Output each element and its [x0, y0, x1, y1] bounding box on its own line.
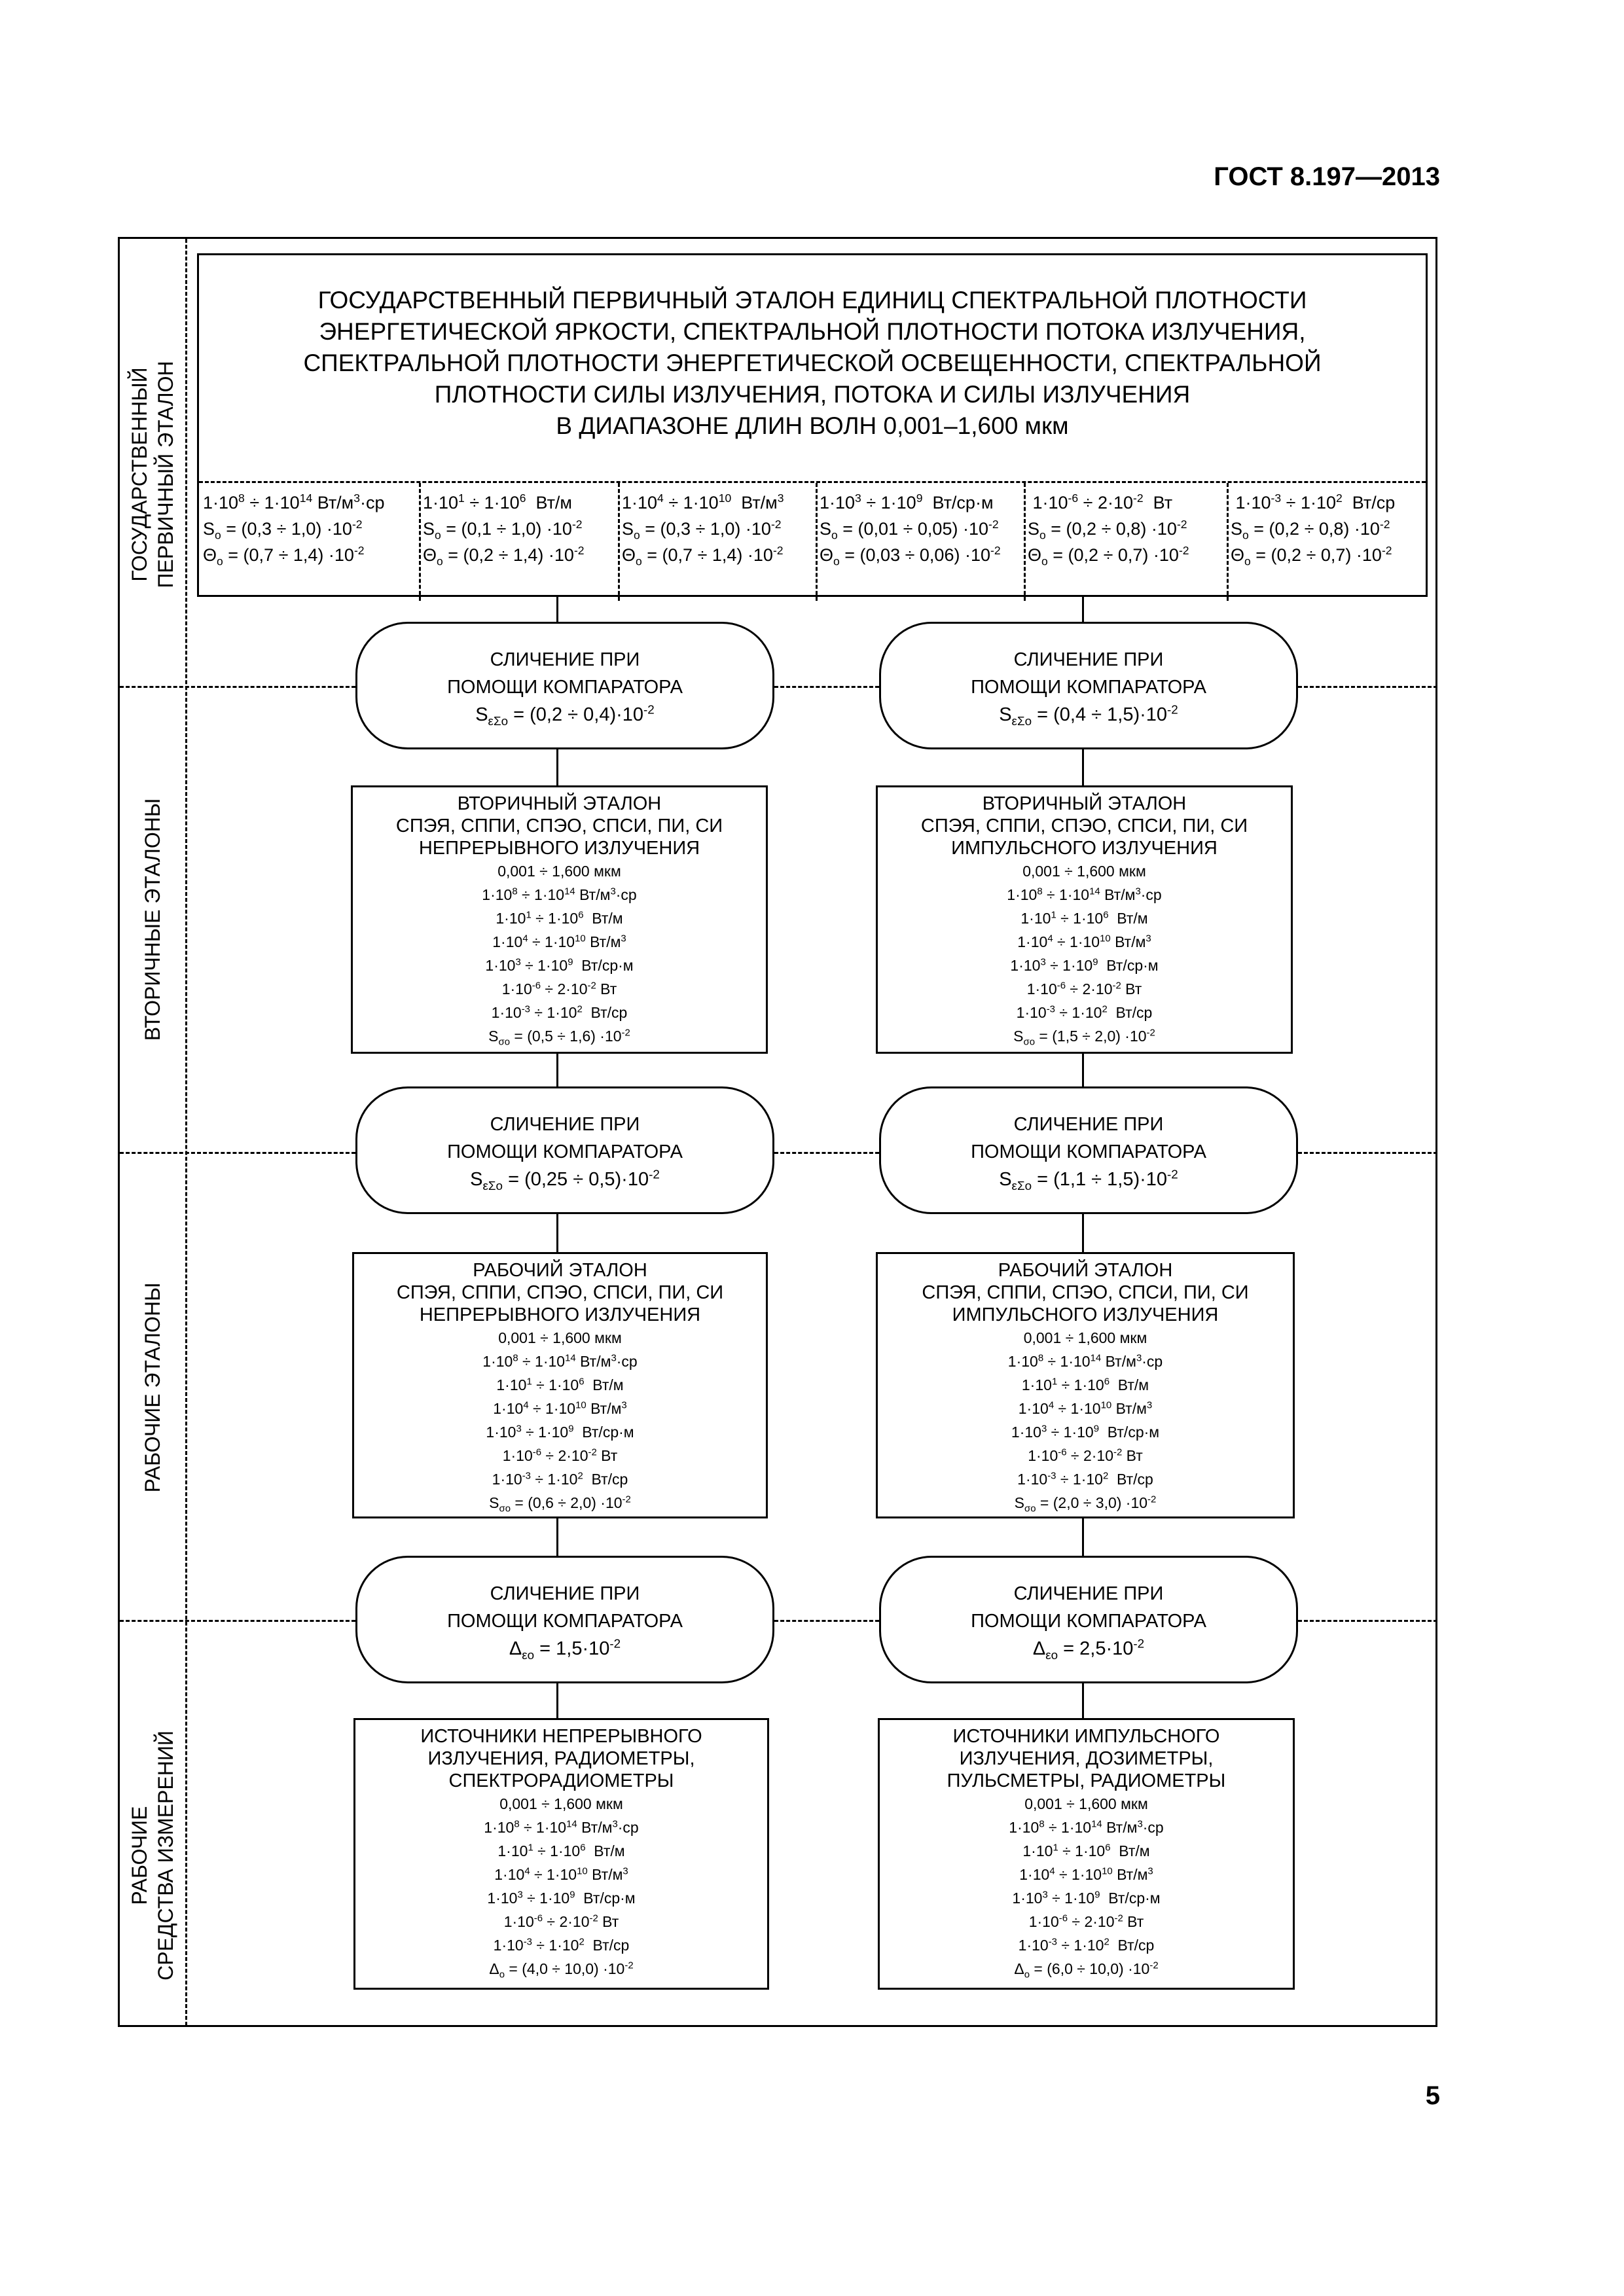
primary-standard-ranges [199, 481, 1426, 601]
range-cell: $1\cdot 10^{-3} \div 1\cdot 10^2$ Вт/ср $S_o = (0,2 \div 0,8) \cdot 10^{-2}$ $\Theta_o = (0,2 \div 0,7) \cdot 10^{-2}$ [1231, 492, 1396, 568]
label-column-divider [185, 239, 187, 2026]
hierarchy-frame [118, 237, 1437, 2027]
primary-standard-title: ГОСУДАРСТВЕННЫЙ ПЕРВИЧНЫЙ ЭТАЛОН ЕДИНИЦ СПЕКТРАЛЬНОЙ ПЛОТНОСТИ ЭНЕРГЕТИЧЕСКОЙ ЯРКОСТИ, СПЕКТРАЛЬНОЙ ПЛОТНОСТИ ПОТОКА ИЗЛУЧЕНИЯ, СПЕКТРАЛЬНОЙ ПЛОТНОСТИ ЭНЕРГЕТИЧЕСКОЙ ОСВЕЩЕННОСТИ, СПЕКТРАЛЬНОЙ ПЛОТНОСТИ СИЛЫ ИЗЛУЧЕНИЯ, ПОТОКА И СИЛЫ ИЗЛУЧЕНИЯ В ДИАПАЗОНЕ ДЛИН ВОЛН 0,001–1,600 мкм [303, 287, 1322, 439]
secondary-standard-pulsed: ВТОРИЧНЫЙ ЭТАЛОН СПЭЯ, СППИ, СПЭО, СПСИ, ПИ, СИ ИМПУЛЬСНОГО ИЗЛУЧЕНИЯ 0,001 ÷ 1,600 мкм $1\cdot 10^8 \div 1\cdot 10^{14}$ $Вт/м^3\cdot ср$ $1\cdot 10^1 \div 1\cdot 10^6$ Вт/м $1\cdot 10^4 \div 1\cdot 10^{10}$ $Вт/м^3$ $1\cdot 10^3 \div 1\cdot 10^9$ Вт/ср·м $1\cdot 10^{-6} \div 2\cdot 10^{-2}$ Вт $1\cdot 10^{-3} \div 1\cdot 10^2$ Вт/ср $S_{\sigma o} = (1,5 \div 2,0) \cdot 10^{-2}$ [876, 785, 1293, 1054]
section-divider [120, 1620, 355, 1622]
comparison-node: СЛИЧЕНИЕ ПРИ ПОМОЩИ КОМПАРАТОРА $\Delta_{\varepsilon o} = 2,5\cdot 10^{-2}$ [879, 1556, 1298, 1683]
range-cell: $1\cdot 10^3 \div 1\cdot 10^9$ Вт/ср·м $S_o = (0,01 \div 0,05) \cdot 10^{-2}$ $\Theta_o = (0,03 \div 0,06) \cdot 10^{-2}$ [820, 492, 1001, 568]
comparison-node: СЛИЧЕНИЕ ПРИ ПОМОЩИ КОМПАРАТОРА $\Delta_{\varepsilon o} = 1,5\cdot 10^{-2}$ [355, 1556, 774, 1683]
section-divider [120, 686, 355, 688]
page-number: 5 [1425, 2081, 1440, 2110]
comparison-node: СЛИЧЕНИЕ ПРИ ПОМОЩИ КОМПАРАТОРА $S_{\varepsilon\Sigma o} = (1,1 \div 1,5)\cdot 10^{-2}$ [879, 1086, 1298, 1214]
section-divider [774, 686, 879, 688]
range-cell: $1\cdot 10^{-6} \div 2\cdot 10^{-2}$ Вт $S_o = (0,2 \div 0,8) \cdot 10^{-2}$ $\Theta_o = (0,2 \div 0,7) \cdot 10^{-2}$ [1028, 492, 1189, 568]
instruments-pulsed: ИСТОЧНИКИ ИМПУЛЬСНОГО ИЗЛУЧЕНИЯ, ДОЗИМЕТРЫ, ПУЛЬСМЕТРЫ, РАДИОМЕТРЫ 0,001 ÷ 1,600 мкм $1\cdot 10^8 \div 1\cdot 10^{14}$ $Вт/м^3\cdot ср$ $1\cdot 10^1 \div 1\cdot 10^6$ Вт/м $1\cdot 10^4 \div 1\cdot 10^{10}$ $Вт/м^3$ $1\cdot 10^3 \div 1\cdot 10^9$ Вт/ср·м $1\cdot 10^{-6} \div 2\cdot 10^{-2}$ Вт $1\cdot 10^{-3} \div 1\cdot 10^2$ Вт/ср $\Delta_o = (6,0 \div 10,0) \cdot 10^{-2}$ [878, 1718, 1295, 1990]
working-standard-pulsed: РАБОЧИЙ ЭТАЛОН СПЭЯ, СППИ, СПЭО, СПСИ, ПИ, СИ ИМПУЛЬСНОГО ИЗЛУЧЕНИЯ 0,001 ÷ 1,600 мкм $1\cdot 10^8 \div 1\cdot 10^{14}$ $Вт/м^3\cdot ср$ $1\cdot 10^1 \div 1\cdot 10^6$ Вт/м $1\cdot 10^4 \div 1\cdot 10^{10}$ $Вт/м^3$ $1\cdot 10^3 \div 1\cdot 10^9$ Вт/ср·м $1\cdot 10^{-6} \div 2\cdot 10^{-2}$ Вт $1\cdot 10^{-3} \div 1\cdot 10^2$ Вт/ср $S_{\sigma o} = (2,0 \div 3,0) \cdot 10^{-2}$ [876, 1252, 1295, 1518]
range-cell: $1\cdot 10^1 \div 1\cdot 10^6$ Вт/м $S_o = (0,1 \div 1,0) \cdot 10^{-2}$ $\Theta_o = (0,2 \div 1,4) \cdot 10^{-2}$ [423, 492, 585, 568]
range-cell: $1\cdot 10^8 \div 1\cdot 10^{14}$ $Вт/м^3\cdot ср$ $S_o = (0,3 \div 1,0) \cdot 10^{-2}$ $\Theta_o = (0,7 \div 1,4) \cdot 10^{-2}$ [203, 492, 385, 568]
range-cell: $1\cdot 10^4 \div 1\cdot 10^{10}$ $Вт/м^3$ $S_o = (0,3 \div 1,0) \cdot 10^{-2}$ $\Theta_o = (0,7 \div 1,4) \cdot 10^{-2}$ [622, 492, 784, 568]
section-label-working: РАБОЧИЕ ЭТАЛОНЫ [141, 1282, 164, 1493]
section-divider [1298, 686, 1437, 688]
section-label-primary: ГОСУДАРСТВЕННЫЙ ПЕРВИЧНЫЙ ЭТАЛОН [128, 361, 177, 588]
section-divider [1298, 1620, 1437, 1622]
comparison-node: СЛИЧЕНИЕ ПРИ ПОМОЩИ КОМПАРАТОРА $S_{\varepsilon\Sigma o} = (0,25 \div 0,5)\cdot 10^{-2}$ [355, 1086, 774, 1214]
section-divider [120, 1152, 355, 1154]
section-divider [1298, 1152, 1437, 1154]
comparison-node: СЛИЧЕНИЕ ПРИ ПОМОЩИ КОМПАРАТОРА $S_{\varepsilon\Sigma o} = (0,2 \div 0,4)\cdot 10^{-2}$ [355, 622, 774, 749]
document-header: ГОСТ 8.197—2013 [1214, 162, 1440, 191]
primary-standard-box [197, 253, 1428, 597]
working-standard-continuous: РАБОЧИЙ ЭТАЛОН СПЭЯ, СППИ, СПЭО, СПСИ, ПИ, СИ НЕПРЕРЫВНОГО ИЗЛУЧЕНИЯ 0,001 ÷ 1,600 мкм $1\cdot 10^8 \div 1\cdot 10^{14}$ $Вт/м^3\cdot ср$ $1\cdot 10^1 \div 1\cdot 10^6$ Вт/м $1\cdot 10^4 \div 1\cdot 10^{10}$ $Вт/м^3$ $1\cdot 10^3 \div 1\cdot 10^9$ Вт/ср·м $1\cdot 10^{-6} \div 2\cdot 10^{-2}$ Вт $1\cdot 10^{-3} \div 1\cdot 10^2$ Вт/ср $S_{\sigma o} = (0,6 \div 2,0) \cdot 10^{-2}$ [352, 1252, 768, 1518]
section-label-secondary: ВТОРИЧНЫЕ ЭТАЛОНЫ [141, 798, 164, 1041]
comparison-node: СЛИЧЕНИЕ ПРИ ПОМОЩИ КОМПАРАТОРА $S_{\varepsilon\Sigma o} = (0,4 \div 1,5)\cdot 10^{-2}$ [879, 622, 1298, 749]
section-divider [774, 1152, 879, 1154]
section-divider [774, 1620, 879, 1622]
section-label-instruments: РАБОЧИЕ СРЕДСТВА ИЗМЕРЕНИЙ [128, 1731, 177, 1981]
instruments-continuous: ИСТОЧНИКИ НЕПРЕРЫВНОГО ИЗЛУЧЕНИЯ, РАДИОМЕТРЫ, СПЕКТРОРАДИОМЕТРЫ 0,001 ÷ 1,600 мкм $1\cdot 10^8 \div 1\cdot 10^{14}$ $Вт/м^3\cdot ср$ $1\cdot 10^1 \div 1\cdot 10^6$ Вт/м $1\cdot 10^4 \div 1\cdot 10^{10}$ $Вт/м^3$ $1\cdot 10^3 \div 1\cdot 10^9$ Вт/ср·м $1\cdot 10^{-6} \div 2\cdot 10^{-2}$ Вт $1\cdot 10^{-3} \div 1\cdot 10^2$ Вт/ср $\Delta_o = (4,0 \div 10,0) \cdot 10^{-2}$ [353, 1718, 769, 1990]
secondary-standard-continuous: ВТОРИЧНЫЙ ЭТАЛОН СПЭЯ, СППИ, СПЭО, СПСИ, ПИ, СИ НЕПРЕРЫВНОГО ИЗЛУЧЕНИЯ 0,001 ÷ 1,600 мкм $1\cdot 10^8 \div 1\cdot 10^{14}$ $Вт/м^3\cdot ср$ $1\cdot 10^1 \div 1\cdot 10^6$ Вт/м $1\cdot 10^4 \div 1\cdot 10^{10}$ $Вт/м^3$ $1\cdot 10^3 \div 1\cdot 10^9$ Вт/ср·м $1\cdot 10^{-6} \div 2\cdot 10^{-2}$ Вт $1\cdot 10^{-3} \div 1\cdot 10^2$ Вт/ср $S_{\sigma o} = (0,5 \div 1,6) \cdot 10^{-2}$ [351, 785, 768, 1054]
